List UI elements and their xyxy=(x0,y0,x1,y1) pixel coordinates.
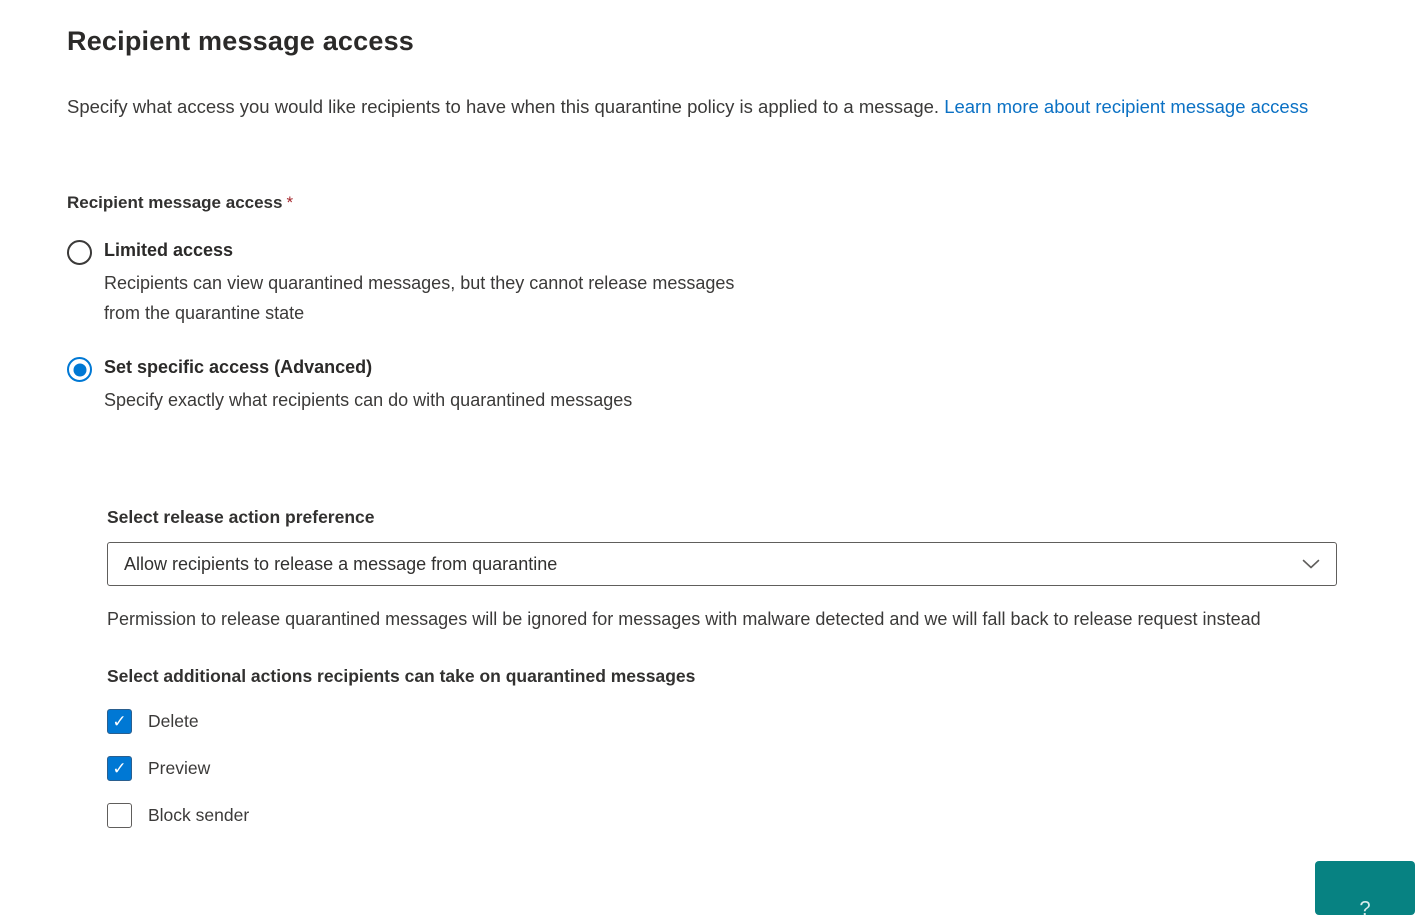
release-action-selected-value: Allow recipients to release a message from quarantine xyxy=(124,553,558,574)
radio-description-limited-access: Recipients can view quarantined messages, but they cannot release messages from the quarantine state xyxy=(104,273,735,323)
checkmark-icon: ✓ xyxy=(112,759,127,778)
radio-button-icon[interactable] xyxy=(67,240,92,265)
checkbox-icon[interactable] xyxy=(107,803,132,828)
radio-option-set-specific-access[interactable] xyxy=(67,356,1335,415)
radio-option-limited-access[interactable] xyxy=(67,239,1335,328)
checkbox-icon[interactable] xyxy=(107,756,132,781)
radio-description-set-specific-access: Specify exactly what recipients can do with quarantined messages xyxy=(104,390,633,410)
learn-more-link[interactable]: Learn more about recipient message access xyxy=(944,96,1309,117)
checkbox-row-block-sender[interactable] xyxy=(107,803,1335,828)
release-action-dropdown[interactable] xyxy=(107,542,1337,586)
page-title: Recipient message access xyxy=(67,26,415,56)
help-button[interactable] xyxy=(1315,861,1415,920)
required-asterisk: * xyxy=(286,193,294,212)
checkbox-row-preview[interactable] xyxy=(107,756,1335,781)
radio-button-icon[interactable] xyxy=(67,357,92,382)
checkbox-icon[interactable] xyxy=(107,709,132,734)
additional-actions-label: Select additional actions recipients can take on quarantined messages xyxy=(107,666,696,686)
help-icon: ? xyxy=(1359,898,1371,920)
release-action-label: Select release action preference xyxy=(107,507,375,527)
checkbox-row-delete[interactable] xyxy=(107,709,1335,734)
release-action-note: Permission to release quarantined messages will be ignored for messages with malware detected and we will fall back to release request instead xyxy=(107,609,1261,629)
chevron-down-icon[interactable] xyxy=(1302,558,1320,570)
advanced-settings-section xyxy=(107,507,1335,828)
access-group-label xyxy=(67,193,1335,213)
access-group-label-text: Recipient message access xyxy=(67,193,283,212)
checkmark-icon: ✓ xyxy=(112,712,127,731)
checkbox-label-block-sender[interactable]: Block sender xyxy=(148,805,250,825)
page-description-text: Specify what access you would like recipients to have when this quarantine policy is applied to a message. xyxy=(67,96,940,117)
checkbox-label-delete[interactable]: Delete xyxy=(148,711,199,731)
page-description xyxy=(67,93,1335,121)
radio-label-limited-access[interactable]: Limited access xyxy=(104,240,234,260)
radio-label-set-specific-access[interactable]: Set specific access (Advanced) xyxy=(104,357,373,377)
checkbox-label-preview[interactable]: Preview xyxy=(148,758,211,778)
